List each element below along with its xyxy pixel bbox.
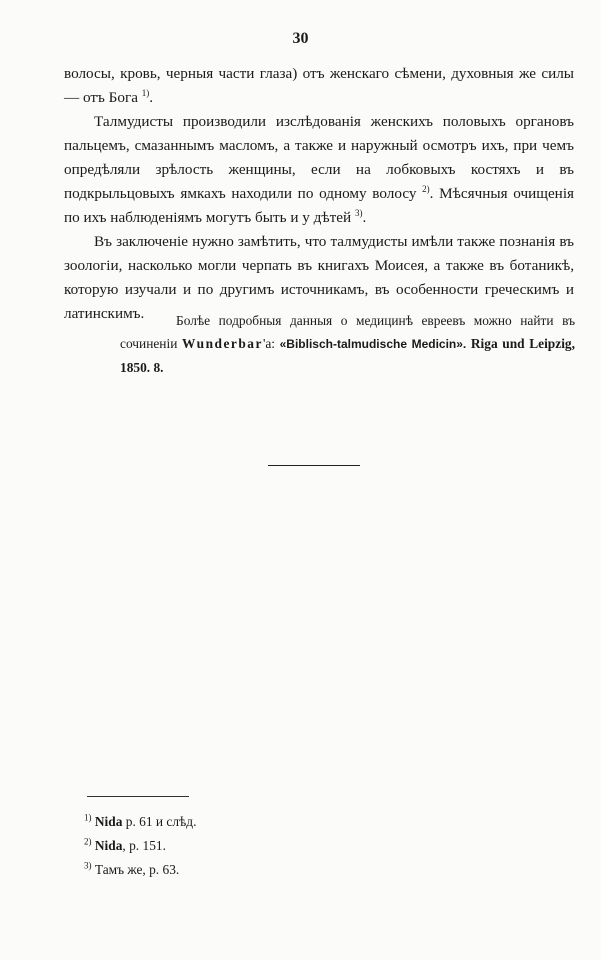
footnote-ref-2: 2) [422, 183, 430, 194]
note-lead: Болѣе подробныя данныя о медицинѣ евреевъ можно найти въ сочиненіи [120, 313, 575, 351]
page-number: 30 [292, 30, 309, 47]
note-work-title: «Biblisch-talmudische Medicin». [279, 337, 467, 351]
footnote-1-text: p. 61 и слѣд. [122, 814, 197, 829]
section-divider [268, 465, 360, 466]
paragraph-2-part-2: . Мѣсячныя очищенія по ихъ наблюденіямъ могутъ быть и у дѣтей [64, 185, 575, 226]
paragraph-2 [64, 110, 574, 230]
footnote-divider [87, 796, 189, 797]
paragraph-1-text: волосы, кровь, черныя части глаза) отъ женскаго сѣмени, духовныя же силы — отъ Бога [64, 65, 574, 106]
paragraph-3-text: Въ заключеніе нужно замѣтить, что талмудисты имѣли также познанія въ зоологіи, насколько могли черпать въ книгахъ Моисея, а также въ ботаникѣ, которую изучали и по другимъ источникамъ, въ особенности греческимъ и латинскимъ. [64, 233, 574, 322]
paragraph-2-part-1: Талмудисты производили изслѣдованія женскихъ половыхъ органовъ пальцемъ, смазаннымъ масломъ, а также и наружный осмотръ ихъ, при чемъ опредѣляли зрѣлость женщины, если на лобковыхъ костяхъ и въ подкрыльцовыхъ ямкахъ находили по одному волосу [64, 113, 574, 202]
note-place: Riga und Leipzig, [470, 336, 575, 351]
footnote-2-number: 2) [84, 836, 92, 847]
footnote-1-number: 1) [84, 812, 92, 823]
footnote-2-source: Nida [94, 838, 123, 853]
footnote-3-number: 3) [84, 860, 92, 871]
note-paragraph [120, 309, 575, 379]
paragraph-2-part-3: . [362, 209, 367, 226]
footnote-1-source: Nida [94, 814, 123, 829]
footnote-3 [84, 858, 384, 882]
note-author: Wunderbar [181, 336, 263, 351]
footnotes [84, 810, 384, 882]
footnote-2 [84, 834, 384, 858]
footnote-ref-1: 1) [141, 87, 150, 98]
footnote-3-text: Тамъ же, p. 63. [94, 862, 180, 877]
note-year: 1850. 8. [120, 360, 164, 375]
footnote-2-text: , p. 151. [122, 838, 166, 853]
paragraph-1: волосы, кровь, черныя части глаза) отъ женскаго сѣмени, духовныя же силы — отъ Бога $^{1)}$. [64, 65, 574, 106]
bibliographic-note [120, 309, 575, 379]
note-author-suffix: 'a: [262, 336, 276, 351]
footnote-ref-3: 3) [354, 207, 363, 218]
footnote-1 [84, 810, 384, 834]
main-text [64, 62, 574, 326]
